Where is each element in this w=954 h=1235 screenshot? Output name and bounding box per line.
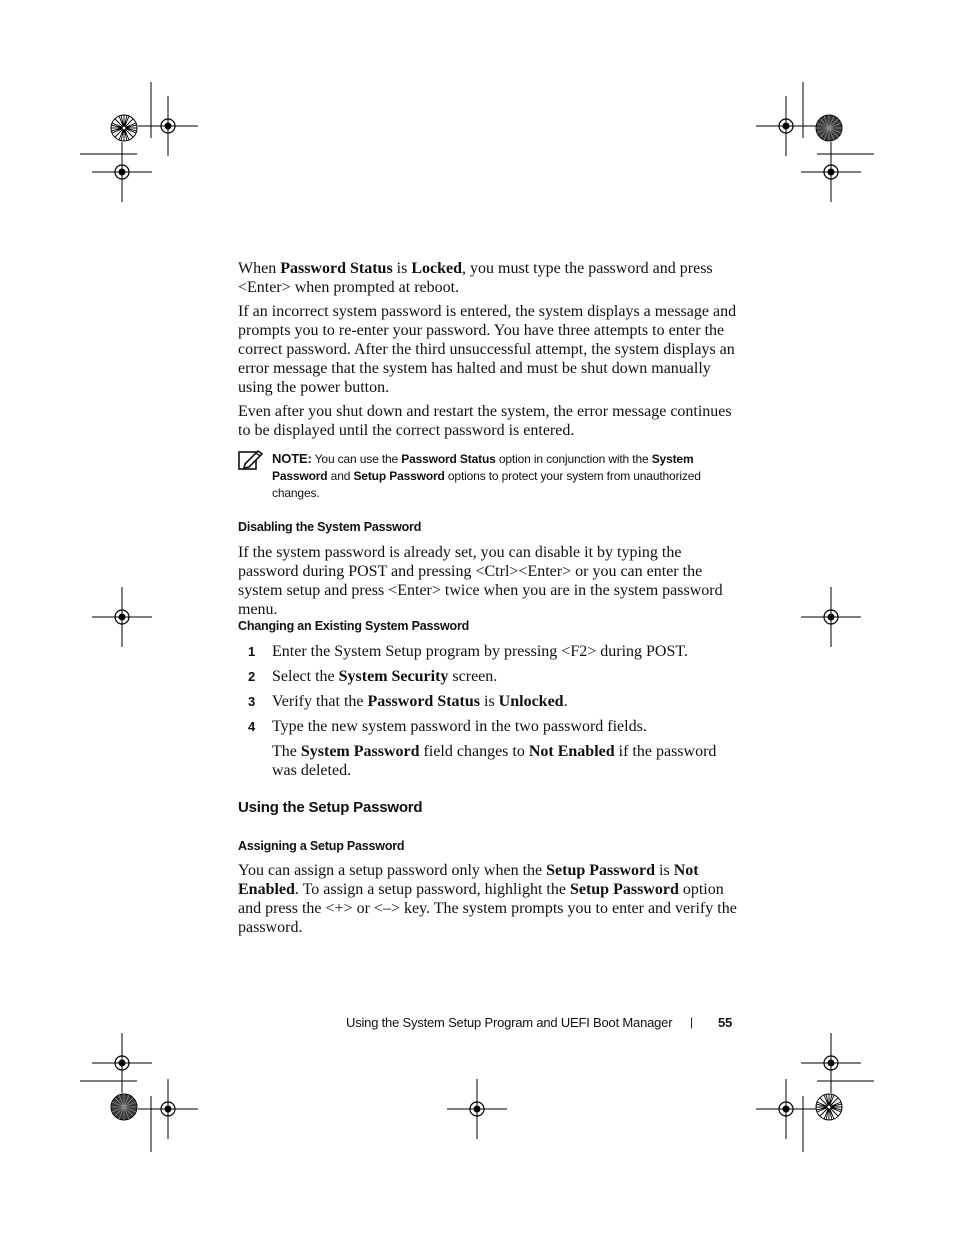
crosshair-registration-mark [756,82,874,202]
sunburst-registration-mark [816,1094,842,1120]
paragraph-incorrect-password: If an incorrect system password is entered, the system displays a message and prompts you to re-enter your password. You have three attempts to enter the correct password. After the third unsuccessful attempt, the system displays an error message that the system has halted and must be shut down manually using the power button. [238,303,737,396]
paragraph-error-message: Even after you shut down and restart the system, the error message continues to be displayed until the correct password is entered. [238,403,732,439]
crosshair-registration-mark [92,587,152,647]
heading-assigning-setup-password: Assigning a Setup Password [238,839,405,853]
heading-disabling-system-password: Disabling the System Password [238,520,422,534]
step-followup: The System Password field changes to Not Enabled if the password was deleted. [272,743,717,779]
step-number: 1 [248,644,256,659]
heading-using-setup-password: Using the Setup Password [238,799,423,816]
heading-changing-system-password: Changing an Existing System Password [238,619,470,633]
crosshair-registration-mark [80,1033,198,1152]
crosshair-registration-mark [80,82,198,202]
sunburst-registration-mark [111,1094,137,1120]
paragraph-assigning-setup: You can assign a setup password only when the Setup Password is Not Enabled. To assign a setup password, highlight the Setup Password option and press the <+> or <–> key. The system prompts you to enter and verify the password. [238,862,737,936]
footer-chapter-title: Using the System Setup Program and UEFI Boot Manager [346,1015,673,1030]
step-number: 4 [248,719,256,734]
footer-separator: | [690,1015,693,1029]
step-number: 3 [248,694,256,709]
paragraph-password-locked: When Password Status is Locked, you must type the password and press <Enter> when prompted at reboot. [238,260,713,296]
note-body: You can use the Password Status option in conjunction with the System Password and Setup Password options to protect your system from unauthorized changes. [272,452,701,500]
step-text: Enter the System Setup program by pressing <F2> during POST. [272,643,688,660]
crosshair-registration-mark [801,587,861,647]
page-number: 55 [718,1015,733,1030]
step-number: 2 [248,669,256,684]
step-text: Type the new system password in the two password fields. [272,718,647,735]
paragraph-disabling: If the system password is already set, you can disable it by typing the password during POST and pressing <Ctrl><Enter> or you can enter the system setup and press <Enter> twice when you are in the system password menu. [238,544,723,618]
step-text: Verify that the Password Status is Unlocked. [272,693,568,710]
sunburst-registration-mark [111,115,137,141]
step-text: Select the System Security screen. [272,668,498,685]
sunburst-registration-mark [816,115,842,141]
crosshair-registration-mark [447,1079,507,1139]
note-label: NOTE: [272,451,312,466]
crosshair-registration-mark [756,1033,874,1152]
